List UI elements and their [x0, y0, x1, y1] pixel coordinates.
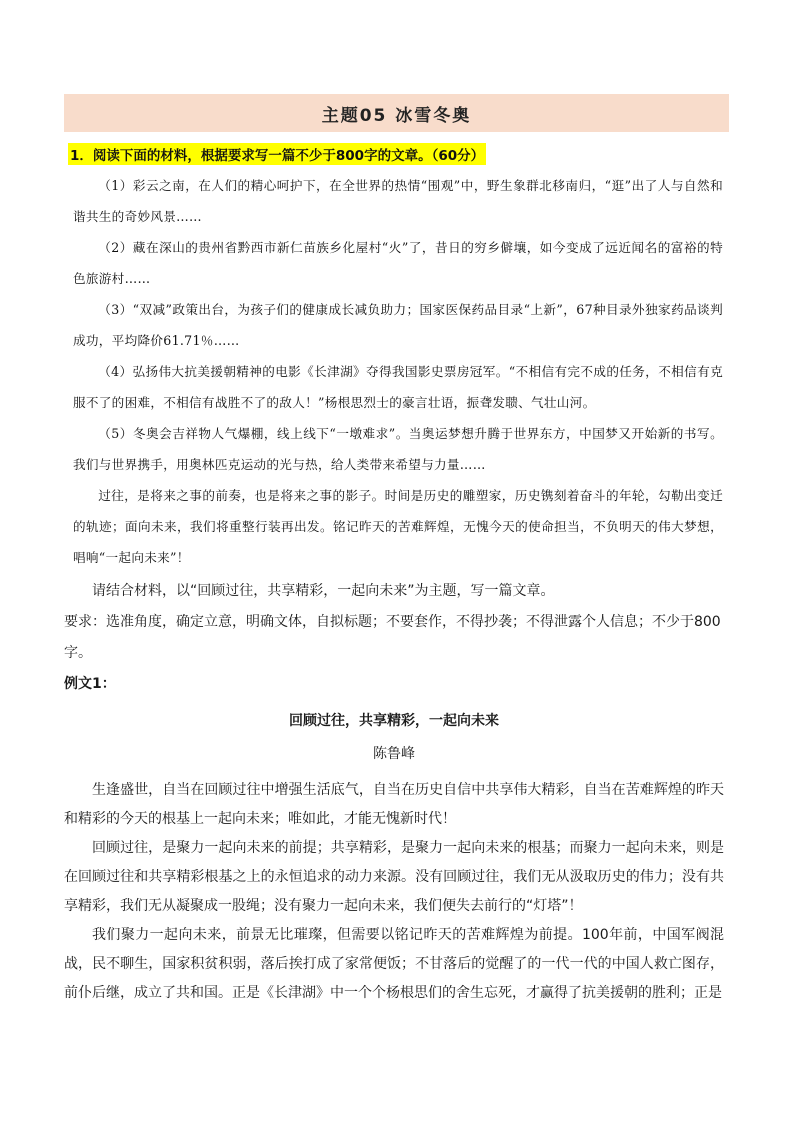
- requirements-text: 要求：选准角度，确定立意，明确文体，自拟标题；不要套作，不得抄袭；不得泄露个人信息；不少于800字。: [64, 614, 721, 661]
- example-label: 例文1：: [64, 676, 116, 692]
- essay-paragraph-1: 生逢盛世，自当在回顾过往中增强生活底气，自当在历史自信中共享伟大精彩，自当在苦难辉煌的昨天和精彩的今天的根基上一起向未来；唯如此，才能无愧新时代！: [64, 782, 724, 827]
- material-item-2: （2）藏在深山的贵州省黔西市新仁苗族乡化屋村“火”了，昔日的穷乡僻壤，如今变成了远近闻名的富裕的特色旅游村……: [73, 240, 723, 286]
- material-block: [73, 170, 723, 573]
- task-block: [64, 576, 724, 770]
- material-summary: 过往，是将来之事的前奏，也是将来之事的影子。时间是历史的雕塑家，历史镌刻着奋斗的年轮，勾勒出变迁的轨迹；面向未来，我们将重整行装再出发。铭记昨天的苦难辉煌，无愧今天的使命担当，不负明天的伟大梦想，唱响“一起向未来”！: [73, 488, 723, 565]
- topic-title-banner: [64, 94, 729, 132]
- essay-paragraph-3: 我们聚力一起向未来，前景无比璀璨，但需要以铭记昨天的苦难辉煌为前提。100年前，中国军阀混战，民不聊生，国家积贫积弱，落后挨打成了家常便饭；不甘落后的觉醒了的一代一代的中国人救亡图存，前仆后继，成立了共和国。正是《长津湖》中一个个杨根思们的舍生忘死，才赢得了抗美援朝的胜利；正是: [64, 927, 724, 1001]
- essay-paragraph-2: 回顾过往，是聚力一起向未来的前提；共享精彩，是聚力一起向未来的根基；而聚力一起向未来，则是在回顾过往和共享精彩根基之上的永恒追求的动力来源。没有回顾过往，我们无从汲取历史的伟力；没有共享精彩，我们无从凝聚成一股绳；没有聚力一起向未来，我们便失去前行的“灯塔”！: [64, 840, 724, 914]
- instruction-text: 请结合材料，以“回顾过往，共享精彩，一起向未来”为主题，写一篇文章。: [92, 583, 555, 599]
- material-item-3: （3）“双减”政策出台，为孩子们的健康成长减负助力；国家医保药品目录“上新”，67种目录外独家药品谈判成功，平均降价61.71％……: [73, 302, 723, 348]
- essay-author: 陈鲁峰: [373, 746, 415, 762]
- topic-title: 主题05 冰雪冬奥: [321, 105, 472, 126]
- question-prompt: 1．阅读下面的材料，根据要求写一篇不少于800字的文章。（60分）: [68, 143, 486, 165]
- material-item-5: （5）冬奥会吉祥物人气爆棚，线上线下“一墩难求”。当奥运梦想升腾于世界东方，中国梦又开始新的书写。我们与世界携手，用奥林匹克运动的光与热，给人类带来希望与力量……: [73, 426, 723, 472]
- essay-title: 回顾过往，共享精彩，一起向未来: [289, 713, 499, 729]
- essay-body: [64, 776, 724, 1008]
- material-item-1: （1）彩云之南，在人们的精心呵护下，在全世界的热情“围观”中，野生象群北移南归，“逛”出了人与自然和谐共生的奇妙风景……: [73, 178, 723, 224]
- material-item-4: （4）弘扬伟大抗美援朝精神的电影《长津湖》夺得我国影史票房冠军。“不相信有完不成的任务，不相信有克服不了的困难，不相信有战胜不了的敌人！”杨根思烈士的豪言壮语，振聋发聩、气壮山河。: [73, 364, 723, 410]
